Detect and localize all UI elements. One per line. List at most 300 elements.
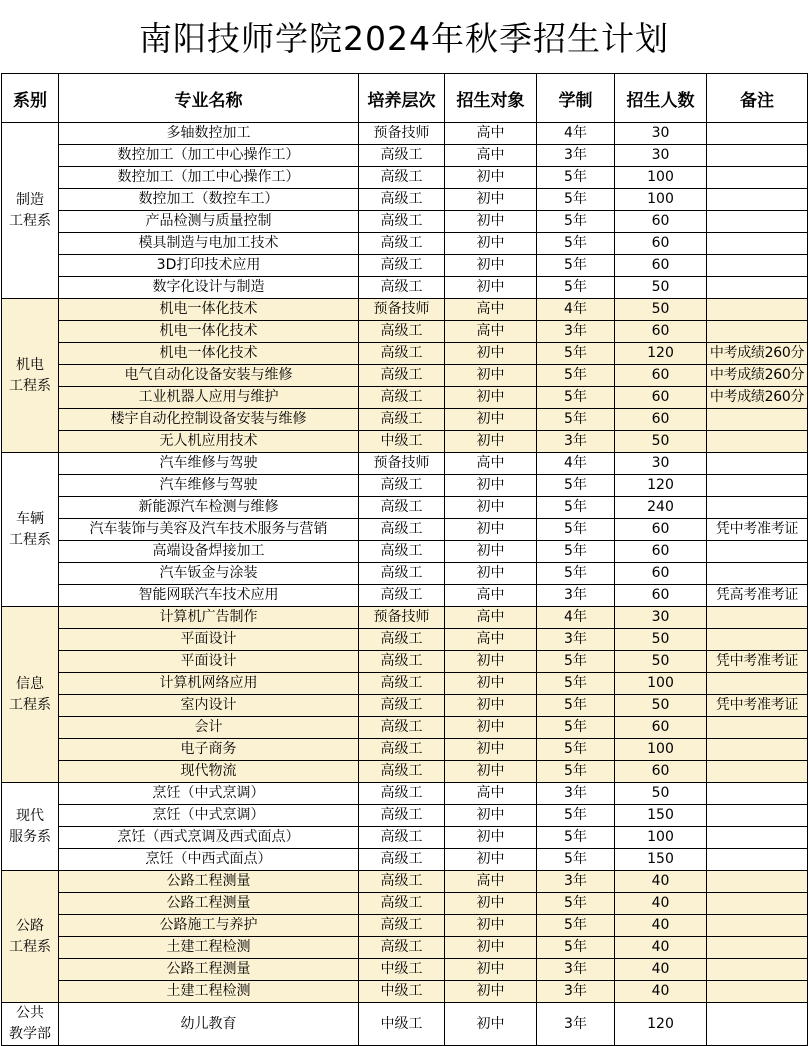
remarks-cell	[707, 189, 808, 211]
dept-cell	[2, 453, 59, 607]
remarks-cell: 凭高考准考证	[707, 585, 808, 607]
target-cell: 初中	[445, 167, 537, 189]
target-cell: 初中	[445, 211, 537, 233]
remarks-cell	[707, 783, 808, 805]
dept-cell	[2, 123, 59, 299]
page-title: 南阳技师学院2024年秋季招生计划	[139, 18, 669, 58]
quota-cell: 150	[615, 805, 707, 827]
quota-cell: 40	[615, 981, 707, 1003]
table-row	[2, 915, 808, 937]
level-cell: 高级工	[359, 189, 445, 211]
remarks-cell	[707, 937, 808, 959]
remarks-cell	[707, 915, 808, 937]
dept-label: 机电 工程系	[9, 356, 51, 394]
level-cell: 高级工	[359, 233, 445, 255]
remarks-cell	[707, 871, 808, 893]
quota-cell: 60	[615, 365, 707, 387]
major-cell: 烹饪（中式烹调）	[59, 805, 359, 827]
quota-cell: 100	[615, 189, 707, 211]
table-row	[2, 343, 808, 365]
target-cell: 高中	[445, 145, 537, 167]
quota-cell: 40	[615, 937, 707, 959]
quota-cell: 60	[615, 717, 707, 739]
major-cell: 产品检测与质量控制	[59, 211, 359, 233]
major-cell: 公路工程测量	[59, 959, 359, 981]
duration-cell: 5年	[537, 739, 615, 761]
table-row	[2, 321, 808, 343]
quota-cell: 30	[615, 607, 707, 629]
table-row	[2, 827, 808, 849]
level-cell: 高级工	[359, 343, 445, 365]
table-row	[2, 365, 808, 387]
major-cell: 新能源汽车检测与维修	[59, 497, 359, 519]
dept-cell	[2, 607, 59, 783]
table-row	[2, 651, 808, 673]
remarks-cell	[707, 1003, 808, 1046]
level-cell: 高级工	[359, 145, 445, 167]
table-row	[2, 695, 808, 717]
quota-cell: 50	[615, 299, 707, 321]
table-row	[2, 981, 808, 1003]
remarks-cell: 凭中考准考证	[707, 519, 808, 541]
quota-cell: 120	[615, 343, 707, 365]
duration-cell: 5年	[537, 761, 615, 783]
dept-label: 制造 工程系	[9, 191, 51, 229]
duration-cell: 5年	[537, 497, 615, 519]
table-row	[2, 761, 808, 783]
level-cell: 高级工	[359, 871, 445, 893]
remarks-cell	[707, 849, 808, 871]
major-cell: 多轴数控加工	[59, 123, 359, 145]
remarks-cell	[707, 453, 808, 475]
major-cell: 模具制造与电加工技术	[59, 233, 359, 255]
major-cell: 土建工程检测	[59, 981, 359, 1003]
quota-cell: 120	[615, 475, 707, 497]
major-cell: 无人机应用技术	[59, 431, 359, 453]
major-cell: 数控加工（数控车工）	[59, 189, 359, 211]
quota-cell: 30	[615, 453, 707, 475]
remarks-cell	[707, 607, 808, 629]
quota-cell: 40	[615, 893, 707, 915]
duration-cell: 3年	[537, 871, 615, 893]
table-row	[2, 849, 808, 871]
major-cell: 数字化设计与制造	[59, 277, 359, 299]
quota-cell: 40	[615, 871, 707, 893]
remarks-cell	[707, 277, 808, 299]
level-cell: 高级工	[359, 761, 445, 783]
remarks-cell	[707, 233, 808, 255]
table-row	[2, 937, 808, 959]
quota-cell: 60	[615, 233, 707, 255]
quota-cell: 50	[615, 277, 707, 299]
table-row	[2, 783, 808, 805]
duration-cell: 3年	[537, 585, 615, 607]
level-cell: 高级工	[359, 695, 445, 717]
duration-cell: 5年	[537, 651, 615, 673]
table-row	[2, 145, 808, 167]
target-cell: 高中	[445, 607, 537, 629]
target-cell: 初中	[445, 189, 537, 211]
remarks-cell	[707, 431, 808, 453]
table-row	[2, 739, 808, 761]
level-cell: 高级工	[359, 255, 445, 277]
remarks-cell	[707, 497, 808, 519]
level-cell: 高级工	[359, 475, 445, 497]
quota-cell: 60	[615, 409, 707, 431]
table-row	[2, 717, 808, 739]
target-cell: 初中	[445, 981, 537, 1003]
table-row	[2, 893, 808, 915]
dept-cell	[2, 871, 59, 1003]
remarks-cell	[707, 959, 808, 981]
duration-cell: 3年	[537, 145, 615, 167]
quota-cell: 60	[615, 585, 707, 607]
duration-cell: 3年	[537, 981, 615, 1003]
target-cell: 初中	[445, 915, 537, 937]
quota-cell: 60	[615, 761, 707, 783]
duration-cell: 5年	[537, 893, 615, 915]
major-cell: 汽车维修与驾驶	[59, 453, 359, 475]
quota-cell: 100	[615, 167, 707, 189]
target-cell: 初中	[445, 673, 537, 695]
target-cell: 初中	[445, 1003, 537, 1046]
quota-cell: 60	[615, 255, 707, 277]
target-cell: 初中	[445, 805, 537, 827]
major-cell: 土建工程检测	[59, 937, 359, 959]
remarks-cell	[707, 123, 808, 145]
table-row	[2, 871, 808, 893]
quota-cell: 60	[615, 541, 707, 563]
remarks-cell	[707, 211, 808, 233]
major-cell: 高端设备焊接加工	[59, 541, 359, 563]
quota-cell: 50	[615, 629, 707, 651]
remarks-cell	[707, 409, 808, 431]
quota-cell: 50	[615, 431, 707, 453]
major-cell: 室内设计	[59, 695, 359, 717]
remarks-cell	[707, 827, 808, 849]
duration-cell: 5年	[537, 409, 615, 431]
table-row	[2, 409, 808, 431]
duration-cell: 5年	[537, 211, 615, 233]
quota-cell: 240	[615, 497, 707, 519]
target-cell: 高中	[445, 453, 537, 475]
level-cell: 高级工	[359, 783, 445, 805]
remarks-cell: 凭中考准考证	[707, 695, 808, 717]
table-row	[2, 541, 808, 563]
duration-cell: 5年	[537, 563, 615, 585]
level-cell: 高级工	[359, 211, 445, 233]
major-cell: 机电一体化技术	[59, 343, 359, 365]
table-row	[2, 607, 808, 629]
duration-cell: 5年	[537, 827, 615, 849]
target-cell: 初中	[445, 431, 537, 453]
quota-cell: 40	[615, 959, 707, 981]
quota-cell: 40	[615, 915, 707, 937]
quota-cell: 60	[615, 321, 707, 343]
quota-cell: 120	[615, 1003, 707, 1046]
target-cell: 初中	[445, 827, 537, 849]
target-cell: 高中	[445, 123, 537, 145]
duration-cell: 5年	[537, 915, 615, 937]
duration-cell: 5年	[537, 475, 615, 497]
table-row	[2, 563, 808, 585]
level-cell: 预备技师	[359, 607, 445, 629]
duration-cell: 3年	[537, 321, 615, 343]
remarks-cell	[707, 893, 808, 915]
header-duration: 学制	[537, 74, 615, 123]
target-cell: 高中	[445, 871, 537, 893]
dept-cell	[2, 1003, 59, 1046]
major-cell: 计算机网络应用	[59, 673, 359, 695]
quota-cell: 100	[615, 739, 707, 761]
table-row	[2, 497, 808, 519]
duration-cell: 5年	[537, 277, 615, 299]
target-cell: 初中	[445, 541, 537, 563]
header-target: 招生对象	[445, 74, 537, 123]
level-cell: 预备技师	[359, 299, 445, 321]
target-cell: 初中	[445, 343, 537, 365]
level-cell: 高级工	[359, 673, 445, 695]
level-cell: 高级工	[359, 827, 445, 849]
major-cell: 幼儿教育	[59, 1003, 359, 1046]
major-cell: 楼宇自动化控制设备安装与维修	[59, 409, 359, 431]
major-cell: 公路工程测量	[59, 871, 359, 893]
quota-cell: 60	[615, 563, 707, 585]
duration-cell: 5年	[537, 937, 615, 959]
major-cell: 汽车钣金与涂装	[59, 563, 359, 585]
dept-cell	[2, 783, 59, 871]
duration-cell: 3年	[537, 783, 615, 805]
major-cell: 平面设计	[59, 651, 359, 673]
major-cell: 公路工程测量	[59, 893, 359, 915]
target-cell: 高中	[445, 321, 537, 343]
duration-cell: 5年	[537, 805, 615, 827]
target-cell: 初中	[445, 761, 537, 783]
dept-label: 公共 教学部	[9, 1005, 51, 1042]
major-cell: 烹饪（中式烹调）	[59, 783, 359, 805]
table-row	[2, 673, 808, 695]
remarks-cell	[707, 321, 808, 343]
level-cell: 中级工	[359, 959, 445, 981]
remarks-cell	[707, 475, 808, 497]
major-cell: 机电一体化技术	[59, 321, 359, 343]
level-cell: 高级工	[359, 387, 445, 409]
duration-cell: 5年	[537, 519, 615, 541]
level-cell: 高级工	[359, 365, 445, 387]
major-cell: 电气自动化设备安装与维修	[59, 365, 359, 387]
level-cell: 高级工	[359, 409, 445, 431]
remarks-cell	[707, 167, 808, 189]
level-cell: 高级工	[359, 519, 445, 541]
enrollment-plan-table	[1, 73, 808, 1046]
target-cell: 初中	[445, 255, 537, 277]
dept-label: 现代 服务系	[9, 807, 51, 845]
target-cell: 初中	[445, 849, 537, 871]
major-cell: 数控加工（加工中心操作工）	[59, 145, 359, 167]
dept-cell	[2, 299, 59, 453]
remarks-cell	[707, 805, 808, 827]
table-row	[2, 629, 808, 651]
duration-cell: 5年	[537, 717, 615, 739]
remarks-cell: 凭中考准考证	[707, 651, 808, 673]
quota-cell: 50	[615, 651, 707, 673]
target-cell: 初中	[445, 233, 537, 255]
header-level: 培养层次	[359, 74, 445, 123]
major-cell: 工业机器人应用与维护	[59, 387, 359, 409]
table-row	[2, 189, 808, 211]
table-row	[2, 959, 808, 981]
level-cell: 高级工	[359, 937, 445, 959]
level-cell: 高级工	[359, 805, 445, 827]
major-cell: 汽车装饰与美容及汽车技术服务与营销	[59, 519, 359, 541]
level-cell: 高级工	[359, 497, 445, 519]
remarks-cell: 中考成绩260分	[707, 365, 808, 387]
table-row	[2, 805, 808, 827]
level-cell: 高级工	[359, 893, 445, 915]
duration-cell: 3年	[537, 959, 615, 981]
level-cell: 预备技师	[359, 123, 445, 145]
target-cell: 初中	[445, 959, 537, 981]
remarks-cell	[707, 299, 808, 321]
duration-cell: 5年	[537, 189, 615, 211]
duration-cell: 3年	[537, 431, 615, 453]
target-cell: 初中	[445, 519, 537, 541]
level-cell: 高级工	[359, 563, 445, 585]
table-row	[2, 211, 808, 233]
table-row	[2, 453, 808, 475]
table-row	[2, 255, 808, 277]
quota-cell: 60	[615, 387, 707, 409]
target-cell: 初中	[445, 475, 537, 497]
remarks-cell	[707, 629, 808, 651]
duration-cell: 5年	[537, 849, 615, 871]
target-cell: 初中	[445, 695, 537, 717]
header-dept: 系别	[2, 74, 59, 123]
target-cell: 初中	[445, 651, 537, 673]
major-cell: 3D打印技术应用	[59, 255, 359, 277]
target-cell: 初中	[445, 365, 537, 387]
major-cell: 烹饪（中西式面点）	[59, 849, 359, 871]
remarks-cell	[707, 717, 808, 739]
quota-cell: 30	[615, 123, 707, 145]
level-cell: 预备技师	[359, 453, 445, 475]
duration-cell: 5年	[537, 255, 615, 277]
dept-label: 车辆 工程系	[9, 510, 51, 548]
table-row	[2, 387, 808, 409]
major-cell: 计算机广告制作	[59, 607, 359, 629]
target-cell: 高中	[445, 299, 537, 321]
remarks-cell	[707, 981, 808, 1003]
level-cell: 高级工	[359, 541, 445, 563]
major-cell: 数控加工（加工中心操作工）	[59, 167, 359, 189]
quota-cell: 100	[615, 827, 707, 849]
major-cell: 机电一体化技术	[59, 299, 359, 321]
level-cell: 高级工	[359, 849, 445, 871]
header-major: 专业名称	[59, 74, 359, 123]
table-header-row	[2, 74, 808, 123]
table-row	[2, 167, 808, 189]
duration-cell: 5年	[537, 387, 615, 409]
table-row	[2, 233, 808, 255]
remarks-cell	[707, 761, 808, 783]
duration-cell: 4年	[537, 299, 615, 321]
level-cell: 高级工	[359, 915, 445, 937]
target-cell: 初中	[445, 937, 537, 959]
dept-label: 信息 工程系	[9, 675, 51, 713]
target-cell: 初中	[445, 277, 537, 299]
major-cell: 现代物流	[59, 761, 359, 783]
major-cell: 平面设计	[59, 629, 359, 651]
level-cell: 高级工	[359, 277, 445, 299]
target-cell: 初中	[445, 497, 537, 519]
duration-cell: 3年	[537, 1003, 615, 1046]
remarks-cell	[707, 255, 808, 277]
dept-label: 公路 工程系	[9, 917, 51, 955]
table-row	[2, 431, 808, 453]
quota-cell: 50	[615, 695, 707, 717]
table-row	[2, 277, 808, 299]
level-cell: 高级工	[359, 717, 445, 739]
level-cell: 高级工	[359, 321, 445, 343]
target-cell: 高中	[445, 783, 537, 805]
major-cell: 烹饪（西式烹调及西式面点）	[59, 827, 359, 849]
target-cell: 初中	[445, 387, 537, 409]
duration-cell: 4年	[537, 123, 615, 145]
target-cell: 初中	[445, 739, 537, 761]
target-cell: 高中	[445, 629, 537, 651]
remarks-cell	[707, 673, 808, 695]
remarks-cell	[707, 739, 808, 761]
target-cell: 初中	[445, 409, 537, 431]
duration-cell: 5年	[537, 343, 615, 365]
level-cell: 中级工	[359, 981, 445, 1003]
target-cell: 高中	[445, 585, 537, 607]
table-row	[2, 1003, 808, 1046]
duration-cell: 4年	[537, 607, 615, 629]
major-cell: 电子商务	[59, 739, 359, 761]
major-cell: 智能网联汽车技术应用	[59, 585, 359, 607]
target-cell: 初中	[445, 893, 537, 915]
duration-cell: 5年	[537, 541, 615, 563]
duration-cell: 5年	[537, 167, 615, 189]
remarks-cell	[707, 541, 808, 563]
table-row	[2, 585, 808, 607]
duration-cell: 4年	[537, 453, 615, 475]
duration-cell: 5年	[537, 233, 615, 255]
header-quota: 招生人数	[615, 74, 707, 123]
table-row	[2, 123, 808, 145]
table-row	[2, 475, 808, 497]
duration-cell: 5年	[537, 673, 615, 695]
target-cell: 初中	[445, 717, 537, 739]
target-cell: 初中	[445, 563, 537, 585]
header-remarks: 备注	[707, 74, 808, 123]
major-cell: 汽车维修与驾驶	[59, 475, 359, 497]
quota-cell: 30	[615, 145, 707, 167]
major-cell: 公路施工与养护	[59, 915, 359, 937]
duration-cell: 3年	[537, 629, 615, 651]
table-row	[2, 299, 808, 321]
level-cell: 高级工	[359, 629, 445, 651]
duration-cell: 5年	[537, 695, 615, 717]
level-cell: 中级工	[359, 1003, 445, 1046]
quota-cell: 100	[615, 673, 707, 695]
remarks-cell	[707, 145, 808, 167]
duration-cell: 5年	[537, 365, 615, 387]
remarks-cell	[707, 563, 808, 585]
quota-cell: 60	[615, 519, 707, 541]
remarks-cell: 中考成绩260分	[707, 387, 808, 409]
